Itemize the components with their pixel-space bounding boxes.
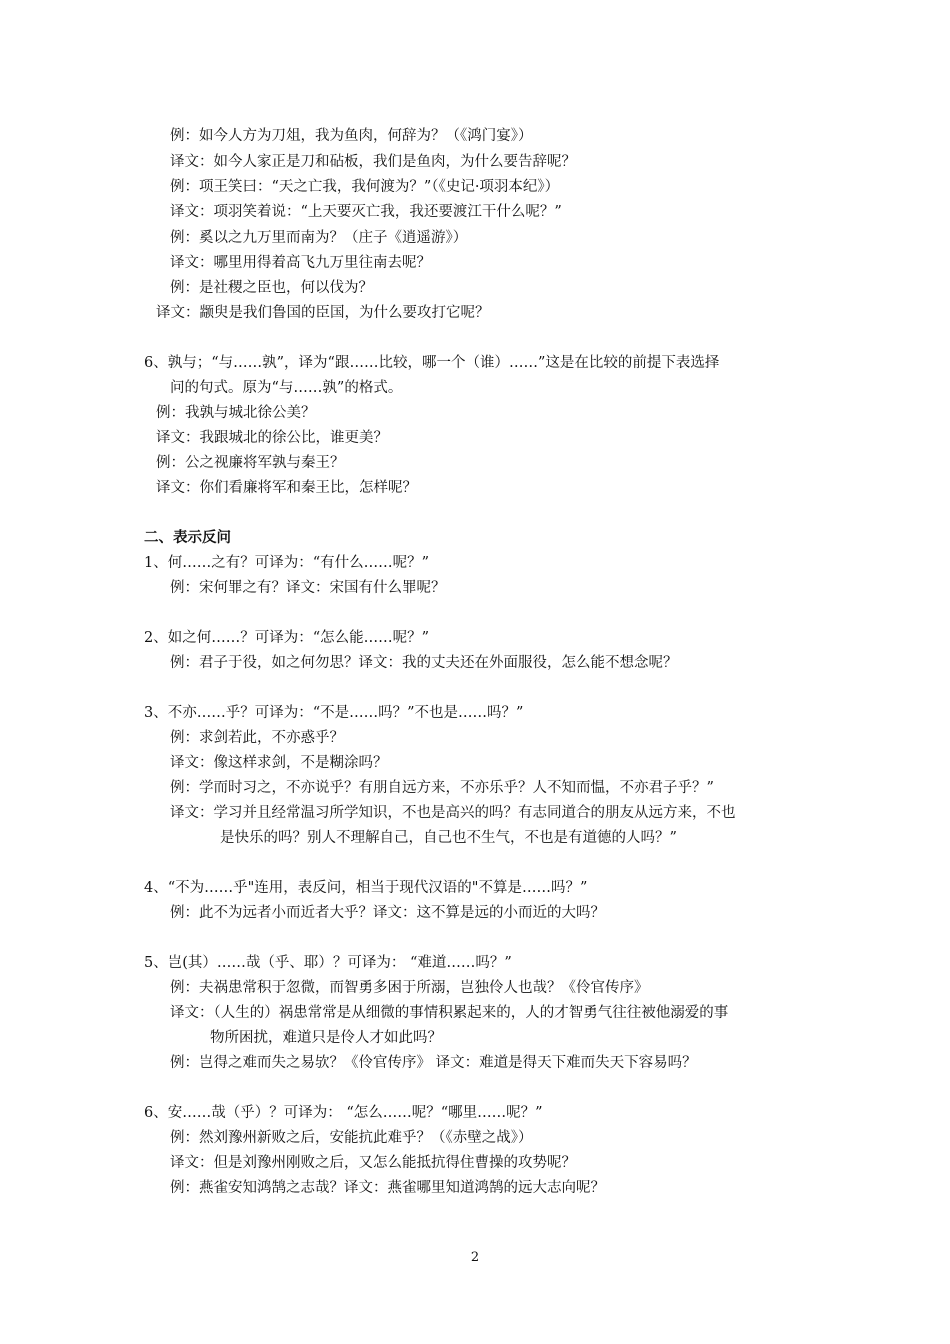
translation-line: 译文：你们看廉将军和秦王比，怎样呢？: [156, 480, 417, 496]
item-heading: 3、不亦……乎？可译为：“不是……吗？”不也是……吗？”: [144, 705, 524, 721]
item-heading-continued: 问的句式。原为“与……孰”的格式。: [170, 380, 403, 396]
translation-line: 译文：项羽笑着说：“上天要灭亡我，我还要渡江干什么呢？”: [170, 204, 562, 220]
translation-line: 译文：我跟城北的徐公比，谁更美？: [156, 430, 388, 446]
example-line: 例：学而时习之，不亦说乎？有朋自远方来，不亦乐乎？人不知而愠，不亦君子乎？”: [170, 780, 714, 796]
example-line: 例：求剑若此，不亦惑乎？: [170, 730, 344, 746]
translation-line: 译文：但是刘豫州刚败之后，又怎么能抵抗得住曹操的攻势呢？: [170, 1155, 576, 1171]
example-line: 例：是社稷之臣也，何以伐为？: [170, 280, 373, 296]
translation-line: 译文：像这样求剑，不是糊涂吗？: [170, 755, 388, 771]
example-line: 例：岂得之难而失之易欤？《伶官传序》 译文：难道是得天下难而失天下容易吗？: [170, 1055, 697, 1071]
example-line: 例：燕雀安知鸿鹄之志哉？译文：燕雀哪里知道鸿鹄的远大志向呢？: [170, 1180, 605, 1196]
item-heading: 4、“不为……乎"连用，表反问，相当于现代汉语的"不算是……吗？”: [144, 880, 588, 896]
example-line: 例：公之视廉将军孰与秦王？: [156, 455, 345, 471]
example-line: 例：项王笑曰：“天之亡我，我何渡为？”（《史记·项羽本纪》）: [170, 179, 560, 195]
translation-line: 译文：颛臾是我们鲁国的臣国，为什么要攻打它呢？: [156, 305, 490, 321]
translation-line-continued: 物所困扰，难道只是伶人才如此吗？: [210, 1030, 442, 1046]
translation-line: 译文：（人生的）祸患常常是从细微的事情积累起来的，人的才智勇气往往被他溺爱的事: [170, 1005, 729, 1021]
example-line: 例：然刘豫州新败之后，安能抗此难乎？（《赤壁之战》）: [170, 1130, 533, 1146]
page-number: 2: [470, 1250, 480, 1265]
item-heading: 6、安……哉（乎）？可译为： “怎么……呢？“哪里……呢？”: [144, 1105, 543, 1121]
example-line: 例：奚以之九万里而南为？（庄子《逍遥游》）: [170, 230, 468, 246]
example-line: 例：夫祸患常积于忽微，而智勇多困于所溺，岂独伶人也哉？《伶官传序》: [170, 980, 649, 996]
translation-line: 译文：如今人家正是刀和砧板，我们是鱼肉，为什么要告辞呢？: [170, 154, 576, 170]
example-line: 例：宋何罪之有？译文：宋国有什么罪呢？: [170, 580, 446, 596]
example-line: 例：我孰与城北徐公美？: [156, 405, 316, 421]
translation-line: 译文：哪里用得着高飞九万里往南去呢？: [170, 255, 431, 271]
translation-line-continued: 是快乐的吗？别人不理解自己，自己也不生气，不也是有道德的人吗？”: [220, 830, 677, 846]
item-heading: 6、孰与；“与……孰”，译为“跟……比较，哪一个（谁）……”这是在比较的前提下表选择: [144, 355, 720, 371]
item-heading: 2、如之何……？可译为：“怎么能……呢？”: [144, 630, 430, 646]
item-heading: 5、岂(其）……哉（乎、耶）？可译为： “难道……吗？”: [144, 955, 512, 971]
translation-line: 译文：学习并且经常温习所学知识，不也是高兴的吗？有志同道合的朋友从远方来，不也: [170, 805, 736, 821]
example-line: 例：如今人方为刀俎，我为鱼肉，何辞为？（《鸿门宴》）: [170, 128, 533, 144]
section-heading: 二、表示反问: [144, 530, 231, 546]
example-line: 例：此不为远者小而近者大乎？译文：这不算是远的小而近的大吗？: [170, 905, 605, 921]
item-heading: 1、何……之有？可译为：“有什么……呢？”: [144, 555, 430, 571]
example-line: 例：君子于役，如之何勿思？译文：我的丈夫还在外面服役，怎么能不想念呢？: [170, 655, 678, 671]
